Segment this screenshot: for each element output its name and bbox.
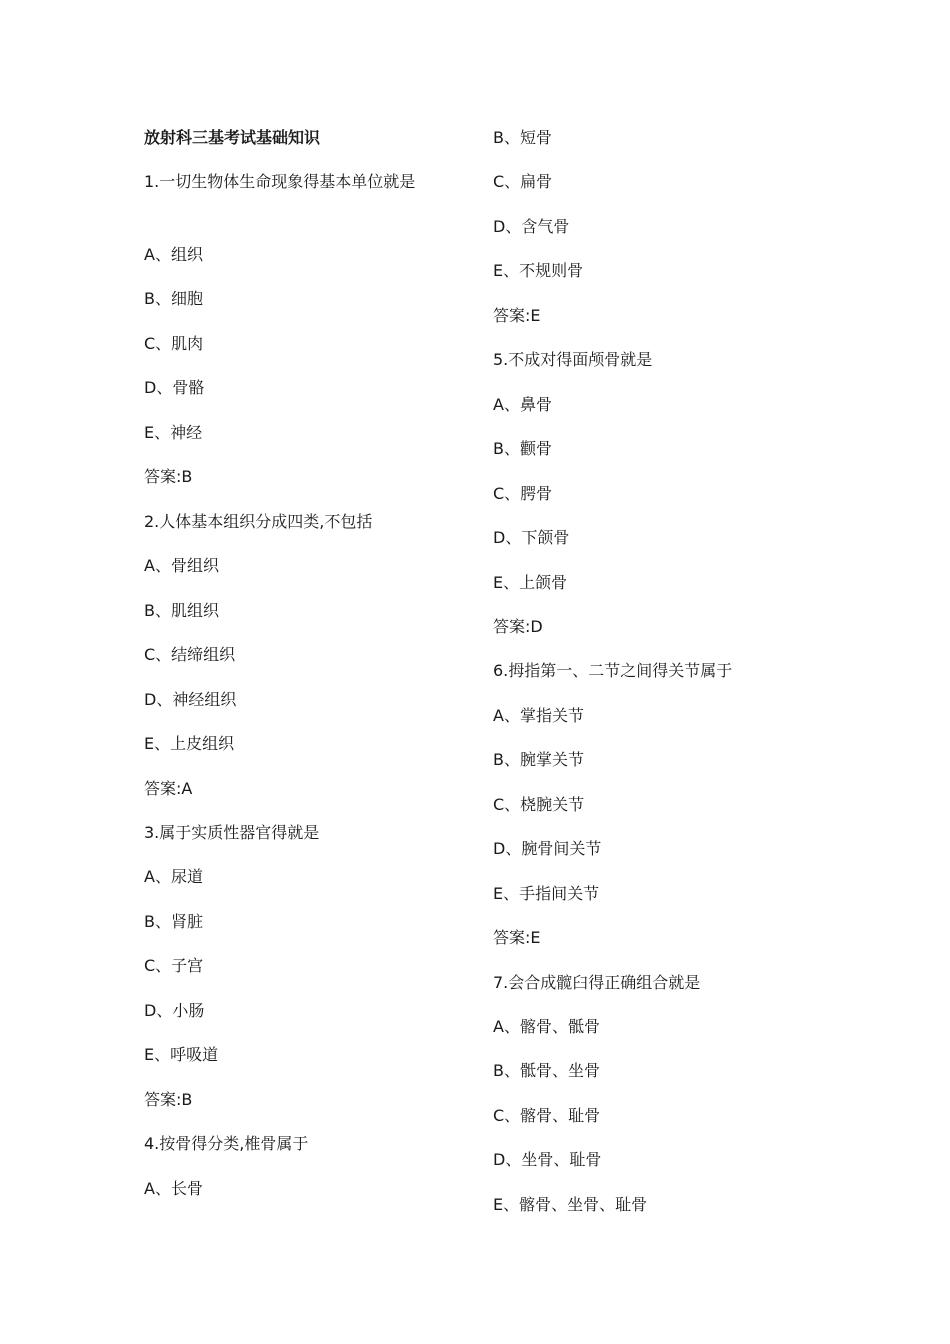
answer-text: 答案:B bbox=[144, 467, 193, 486]
answer-text: 答案:B bbox=[144, 1090, 193, 1109]
option-text: D、骨骼 bbox=[144, 378, 205, 397]
option-text: D、神经组织 bbox=[144, 690, 237, 709]
option-text: D、腕骨间关节 bbox=[493, 839, 602, 858]
answer-text: 答案:E bbox=[493, 306, 541, 325]
option-text: E、上颌骨 bbox=[493, 573, 568, 592]
option-text: D、下颌骨 bbox=[493, 528, 570, 547]
question-text: 2.人体基本组织分成四类,不包括 bbox=[144, 512, 373, 531]
option-text: C、扁骨 bbox=[493, 172, 553, 191]
option-text: C、肌肉 bbox=[144, 334, 204, 353]
question-text: 7.会合成髋臼得正确组合就是 bbox=[493, 973, 701, 992]
option-text: E、不规则骨 bbox=[493, 261, 584, 280]
option-text: B、骶骨、坐骨 bbox=[493, 1061, 600, 1080]
option-text: A、鼻骨 bbox=[493, 395, 552, 414]
option-text: A、组织 bbox=[144, 245, 203, 264]
question-text: 5.不成对得面颅骨就是 bbox=[493, 350, 653, 369]
option-text: D、坐骨、耻骨 bbox=[493, 1150, 602, 1169]
option-text: C、桡腕关节 bbox=[493, 795, 585, 814]
option-text: D、含气骨 bbox=[493, 217, 570, 236]
option-text: A、掌指关节 bbox=[493, 706, 584, 725]
option-text: B、细胞 bbox=[144, 289, 203, 308]
answer-text: 答案:E bbox=[493, 928, 541, 947]
option-text: A、髂骨、骶骨 bbox=[493, 1017, 600, 1036]
question-text: 1.一切生物体生命现象得基本单位就是 bbox=[144, 172, 416, 191]
option-text: C、结缔组织 bbox=[144, 645, 236, 664]
question-text: 4.按骨得分类,椎骨属于 bbox=[144, 1134, 309, 1153]
option-text: E、髂骨、坐骨、耻骨 bbox=[493, 1195, 648, 1214]
option-text: A、长骨 bbox=[144, 1179, 203, 1198]
option-text: E、手指间关节 bbox=[493, 884, 600, 903]
option-text: D、小肠 bbox=[144, 1001, 205, 1020]
option-text: A、尿道 bbox=[144, 867, 203, 886]
option-text: E、呼吸道 bbox=[144, 1045, 219, 1064]
option-text: C、子宫 bbox=[144, 956, 204, 975]
option-text: E、神经 bbox=[144, 423, 203, 442]
answer-text: 答案:A bbox=[144, 779, 193, 798]
option-text: A、骨组织 bbox=[144, 556, 219, 575]
question-text: 3.属于实质性器官得就是 bbox=[144, 823, 320, 842]
option-text: B、颧骨 bbox=[493, 439, 552, 458]
option-text: C、髂骨、耻骨 bbox=[493, 1106, 601, 1125]
answer-text: 答案:D bbox=[493, 617, 543, 636]
option-text: B、短骨 bbox=[493, 128, 552, 147]
option-text: B、腕掌关节 bbox=[493, 750, 584, 769]
option-text: E、上皮组织 bbox=[144, 734, 235, 753]
option-text: B、肾脏 bbox=[144, 912, 203, 931]
option-text: B、肌组织 bbox=[144, 601, 219, 620]
question-text: 6.拇指第一、二节之间得关节属于 bbox=[493, 661, 733, 680]
option-text: C、腭骨 bbox=[493, 484, 553, 503]
document-title: 放射科三基考试基础知识 bbox=[144, 128, 321, 147]
